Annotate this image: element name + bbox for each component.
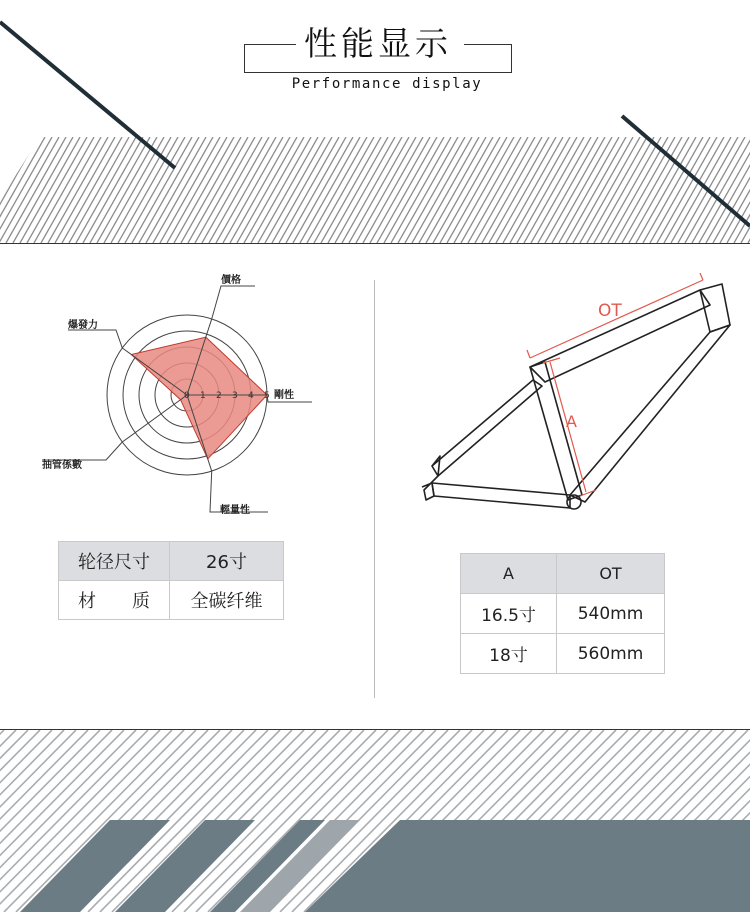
table-cell: 18寸 [461,634,557,674]
hatch-line [727,137,750,243]
hatch-line [720,137,750,243]
footer-decoration [0,730,750,912]
spec-value-material: 全碳纤维 [170,581,284,620]
column-header-ot: OT [557,554,665,594]
radar-leader-line [212,286,255,319]
table-row [59,542,284,581]
size-table [460,553,665,674]
radar-scale-label: 5 [264,391,270,401]
spec-label-wheel-size: 轮径尺寸 [59,542,170,581]
column-separator [374,280,375,698]
radar-label-explosive-power: 爆發力 [68,320,98,331]
page-title: 性能显示 [298,22,458,66]
radar-label-lightness: 輕量性 [220,505,250,516]
table-cell: 16.5寸 [461,594,557,634]
ot-label: OT [598,301,622,321]
performance-radar-chart [40,262,340,532]
radar-scale-label: 0 [184,391,190,401]
diagonal-accent-left [0,22,175,168]
radar-label-price: 價格 [221,275,241,286]
column-header-a: A [461,554,557,594]
spec-table [58,541,284,620]
spec-value-wheel-size: 26寸 [170,542,284,581]
table-header-row [461,554,665,594]
page-subtitle: Performance display [280,74,494,94]
radar-scale-label: 2 [216,391,222,401]
table-row [461,594,665,634]
radar-spoke [122,395,187,442]
a-label: A [566,412,577,431]
footer-band-4 [305,820,750,912]
header-hatch-lines [0,137,750,243]
table-row [461,634,665,674]
hatch-line [713,137,750,243]
radar-label-tube-coefficient: 抽管係數 [42,460,82,471]
table-row [59,581,284,620]
hatch-line [172,730,352,912]
hatch-line [0,137,38,243]
spec-label-material: 材 质 [59,581,170,620]
radar-scale-label: 1 [200,391,206,401]
radar-leader-line [42,442,122,460]
frame-outline [422,284,730,509]
header-divider [0,243,750,244]
table-cell: 560mm [557,634,665,674]
radar-label-stiffness: 剛性 [274,390,294,401]
measurement-markers [527,273,703,496]
radar-scale-label: 4 [248,391,254,401]
hatch-line [0,137,24,243]
table-cell: 540mm [557,594,665,634]
bike-frame-diagram [410,270,750,520]
radar-scale-label: 3 [232,391,238,401]
radar-leader-line [68,330,122,348]
